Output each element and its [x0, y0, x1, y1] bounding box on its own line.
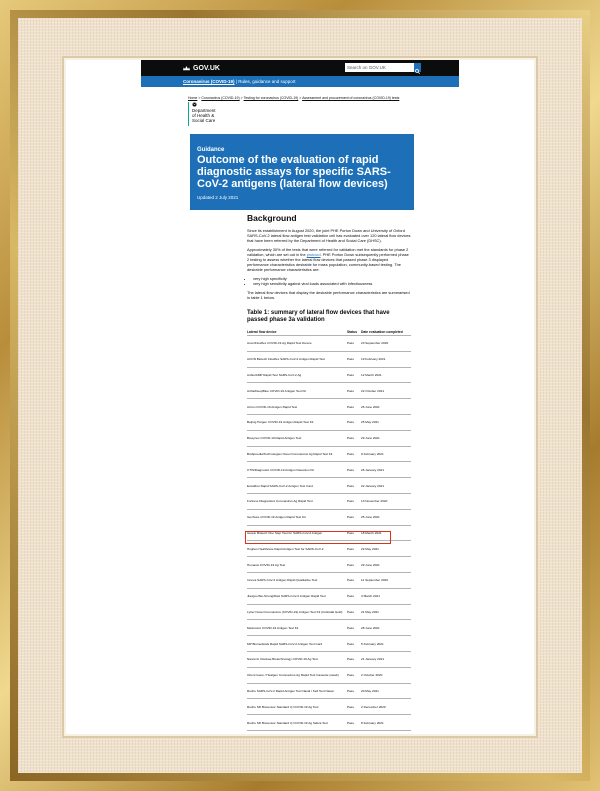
- table-row: [247, 715, 411, 731]
- breadcrumb-coronavirus[interactable]: Coronavirus (COVID-19): [201, 96, 240, 100]
- table-cell-status: Pass: [347, 525, 361, 541]
- column-header-date: Date evaluation completed: [361, 328, 411, 336]
- table-cell-status: Pass: [347, 667, 361, 683]
- column-header-status: Status: [347, 328, 361, 336]
- table-row: [247, 414, 411, 430]
- table-cell-device: Fortress Diagnostics Coronavirus Ag Rapid Test: [247, 493, 347, 509]
- table-cell-date: 13 November 2020: [361, 493, 411, 509]
- table-cell-date: 22 October 2021: [361, 383, 411, 399]
- table-cell-device: Roche SARS-CoV-2 Rapid Antigen Test Nasal / Self Test Nasal: [247, 683, 347, 699]
- table-cell-status: Pass: [347, 351, 361, 367]
- royal-crest-icon: [192, 102, 197, 107]
- table-cell-device: MP Biomedicals Rapid SARS-CoV-2 Antigen Test Card: [247, 636, 347, 652]
- table-header-row: [247, 328, 411, 336]
- table-cell-device: Lyher Novel Coronavirus (COVID-19) Antigen Test Kit (Colloidal Gold): [247, 604, 347, 620]
- table-cell-status: Pass: [347, 493, 361, 509]
- table-cell-device: ACON Biotech Flowflex SARS-CoV-2 Antigen Rapid Test: [247, 351, 347, 367]
- table-cell-status: Pass: [347, 541, 361, 557]
- table-cell-status: Pass: [347, 414, 361, 430]
- table-cell-status: Pass: [347, 588, 361, 604]
- table-cell-date: 3 March 2021: [361, 588, 411, 604]
- covid-banner-title[interactable]: Coronavirus (COVID-19): [183, 79, 235, 84]
- table-row: [247, 462, 411, 478]
- paragraph-2: [247, 247, 411, 272]
- search-input[interactable]: Search on GOV.UK: [345, 63, 415, 72]
- table-cell-date: 21 May 2021: [361, 604, 411, 620]
- covid-banner[interactable]: [141, 76, 459, 87]
- breadcrumb: Home > Coronavirus (COVID-19) > Testing for coronavirus (COVID-19) > Assessment and procurement of coronavirus (COVID-19) tests: [188, 96, 400, 100]
- table-row: [247, 493, 411, 509]
- table-cell-status: Pass: [347, 462, 361, 478]
- table-cell-status: Pass: [347, 367, 361, 383]
- table-cell-device: Biosynex COVID-19 Rapid Antigen Test: [247, 430, 347, 446]
- table-row: [247, 588, 411, 604]
- table-title: Table 1: summary of lateral flow devices that have passed phase 3a validation: [247, 310, 390, 323]
- table-cell-status: Pass: [347, 430, 361, 446]
- paragraph-1: Since its establishment in August 2020, the joint PHE Porton Down and University of Oxford SARS-CoV-2 lateral flow antigen test validation cell has evaluated over 120 lateral flow devices that have been referred by the Department of Health and Social Care (DHSC).: [247, 228, 411, 243]
- table-cell-date: 20 May 2021: [361, 683, 411, 699]
- table-cell-device: Hughes Healthcare Rapid Antigen Test for SARS-CoV-2: [247, 541, 347, 557]
- table-cell-status: Pass: [347, 683, 361, 699]
- main-content: [247, 213, 411, 731]
- table-row: [247, 604, 411, 620]
- paragraph-2-post: . PHE Porton Down subsequently performed phase 2 testing to assess whether the lateral flow devices that passed phase 3 displayed performance characteristics desirable for mass population, community-based testing. The desirable performance characteristics are:: [247, 252, 409, 272]
- table-cell-date: 25 June 2021: [361, 509, 411, 525]
- table-cell-status: Pass: [347, 572, 361, 588]
- table-cell-device: Beijing Hotgen COVID-19 Antigen Rapid Test Kit: [247, 414, 347, 430]
- protocol-link[interactable]: protocol: [306, 252, 321, 257]
- paragraph-3: The lateral flow devices that display the desirable performance characteristics are summarised in table 1 below.: [247, 290, 410, 300]
- table-cell-device: Roche SD Biosensor Standard Q COVID-19 Ag Saliva Test: [247, 715, 347, 731]
- covid-banner-subtitle: Rules, guidance and support: [238, 79, 296, 84]
- list-item: • very high specificity: [253, 276, 411, 281]
- paragraph-2-pre: Approximately 30% of the tests that were referred for validation met the standards for phase 2 validation, which are set out in the: [247, 247, 409, 257]
- updated-date: Updated 2 July 2021: [197, 195, 239, 200]
- organisation-name-line-1: Department: [192, 108, 216, 113]
- table-cell-device: Excalibur Rapid SARS-CoV-2 Antigen Test Card: [247, 478, 347, 494]
- table-cell-date: 29 June 2021: [361, 430, 411, 446]
- table-cell-date: 28 June 2021: [361, 620, 411, 636]
- table-cell-status: Pass: [347, 383, 361, 399]
- table-cell-status: Pass: [347, 399, 361, 415]
- table-cell-status: Pass: [347, 604, 361, 620]
- table-cell-date: 8 February 2021: [361, 715, 411, 731]
- table-row: [247, 383, 411, 399]
- table-cell-device: BioSpeedia/Technologies Novel Coronavirus Ag Rapid Test Kit: [247, 446, 347, 462]
- table-cell-device: CTIS/Diagnostic COVID-19 Antigen Detection Kit: [247, 462, 347, 478]
- document-type: Guidance: [197, 147, 225, 153]
- table-row: [247, 367, 411, 383]
- breadcrumb-testing[interactable]: Testing for coronavirus (COVID-19): [243, 96, 299, 100]
- table-row: [247, 430, 411, 446]
- column-header-device: Lateral flow device: [247, 328, 347, 336]
- covid-banner-separator: |: [235, 79, 239, 84]
- table-row: [247, 620, 411, 636]
- table-cell-date: 19 February 2021: [361, 351, 411, 367]
- page-title-banner: [190, 134, 414, 210]
- table-row: [247, 667, 411, 683]
- list-item: • very high sensitivity against viral loads associated with infectiousness: [253, 281, 411, 286]
- search-button[interactable]: [414, 63, 421, 72]
- table-cell-device: Artron COVID-19 Antigen Rapid Test: [247, 399, 347, 415]
- table-cell-date: 11 September 2020: [361, 572, 411, 588]
- table-cell-status: Pass: [347, 336, 361, 352]
- section-heading: Background: [247, 213, 297, 223]
- table-cell-date: 21 January 2021: [361, 651, 411, 667]
- govuk-logo[interactable]: GOV.UK: [193, 64, 220, 72]
- table-row: [247, 683, 411, 699]
- table-cell-date: 22 May 2021: [361, 541, 411, 557]
- table-cell-device: Getein Biotech One Step Test for SARS-CoV-2 Antigen: [247, 525, 347, 541]
- breadcrumb-home[interactable]: Home: [188, 96, 198, 100]
- table-cell-device: GenSure COVID-19 Antigen Rapid Test Kit: [247, 509, 347, 525]
- table-row: [247, 446, 411, 462]
- table-cell-device: Humasis COVID-19 Ag Test: [247, 557, 347, 573]
- organisation-name-line-3: Social Care: [192, 118, 216, 123]
- webpage-screenshot: [66, 60, 534, 734]
- table-cell-device: Orient Gene / Healgen Coronavirus Ag Rapid Test Cassette (swab): [247, 667, 347, 683]
- search-icon: [415, 69, 420, 74]
- table-cell-device: Medomics COVID-19 Antigen Test Kit: [247, 620, 347, 636]
- organisation-logo[interactable]: [188, 102, 228, 126]
- table-row: [247, 509, 411, 525]
- table-cell-status: Pass: [347, 478, 361, 494]
- table-cell-date: 12 March 2021: [361, 367, 411, 383]
- table-row: [247, 572, 411, 588]
- table-cell-status: Pass: [347, 651, 361, 667]
- table-cell-date: 29 June 2021: [361, 557, 411, 573]
- table-cell-status: Pass: [347, 620, 361, 636]
- table-row: [247, 699, 411, 715]
- table-row: [247, 636, 411, 652]
- table-row: [247, 651, 411, 667]
- table-cell-status: Pass: [347, 715, 361, 731]
- table-row: [247, 336, 411, 352]
- table-cell-device: Nanomix Clarivae Biotechnology COVID-19 Ag Test: [247, 651, 347, 667]
- table-cell-device: Roche SD Biosensor Standard Q COVID-19 Ag Test: [247, 699, 347, 715]
- table-cell-date: 2 December 2020: [361, 699, 411, 715]
- table-cell-status: Pass: [347, 446, 361, 462]
- table-cell-status: Pass: [347, 509, 361, 525]
- govuk-header: [141, 60, 459, 76]
- table-cell-status: Pass: [347, 699, 361, 715]
- highlight-annotation: [245, 531, 391, 544]
- table-cell-date: 9 February 2021: [361, 446, 411, 462]
- table-cell-date: 22 January 2021: [361, 478, 411, 494]
- page-title: Outcome of the evaluation of rapid diagnostic assays for specific SARS-CoV-2 antigens (lateral flow devices): [197, 154, 391, 190]
- table-cell-date: 26 January 2021: [361, 462, 411, 478]
- table-cell-date: 25 May 2021: [361, 414, 411, 430]
- table-cell-date: 2 October 2020: [361, 667, 411, 683]
- devices-table: [247, 328, 411, 731]
- table-cell-device: Anbio/AMP Rapid Test SARS-CoV-2 Ag: [247, 367, 347, 383]
- table-cell-date: 5 February 2021: [361, 636, 411, 652]
- table-row: [247, 478, 411, 494]
- table-cell-device: Innova SARS-CoV-2 Antigen Rapid Qualitative Test: [247, 572, 347, 588]
- table-cell-date: 26 June 2021: [361, 399, 411, 415]
- table-cell-status: Pass: [347, 557, 361, 573]
- table-row: [247, 351, 411, 367]
- table-row: [247, 557, 411, 573]
- table-cell-date: 18 March 2021: [361, 525, 411, 541]
- breadcrumb-assessment[interactable]: Assessment and procurement of coronavirus (COVID-19) tests: [302, 96, 400, 100]
- table-cell-device: Artha/DeepBlue COVID-19 Antigen Test Kit: [247, 383, 347, 399]
- table-cell-date: 23 September 2020: [361, 336, 411, 352]
- table-cell-status: Pass: [347, 636, 361, 652]
- table-row: [247, 399, 411, 415]
- characteristics-list: [247, 276, 411, 286]
- crown-icon: [183, 66, 190, 71]
- table-cell-device: Jiangsu Bio-Strong/Diaz SARS-CoV-2 Antigen Rapid Test: [247, 588, 347, 604]
- table-cell-device: Acon/Flowflex COVID-19 Ag Rapid Test Device: [247, 336, 347, 352]
- organisation-name-line-2: of Health &: [192, 113, 215, 118]
